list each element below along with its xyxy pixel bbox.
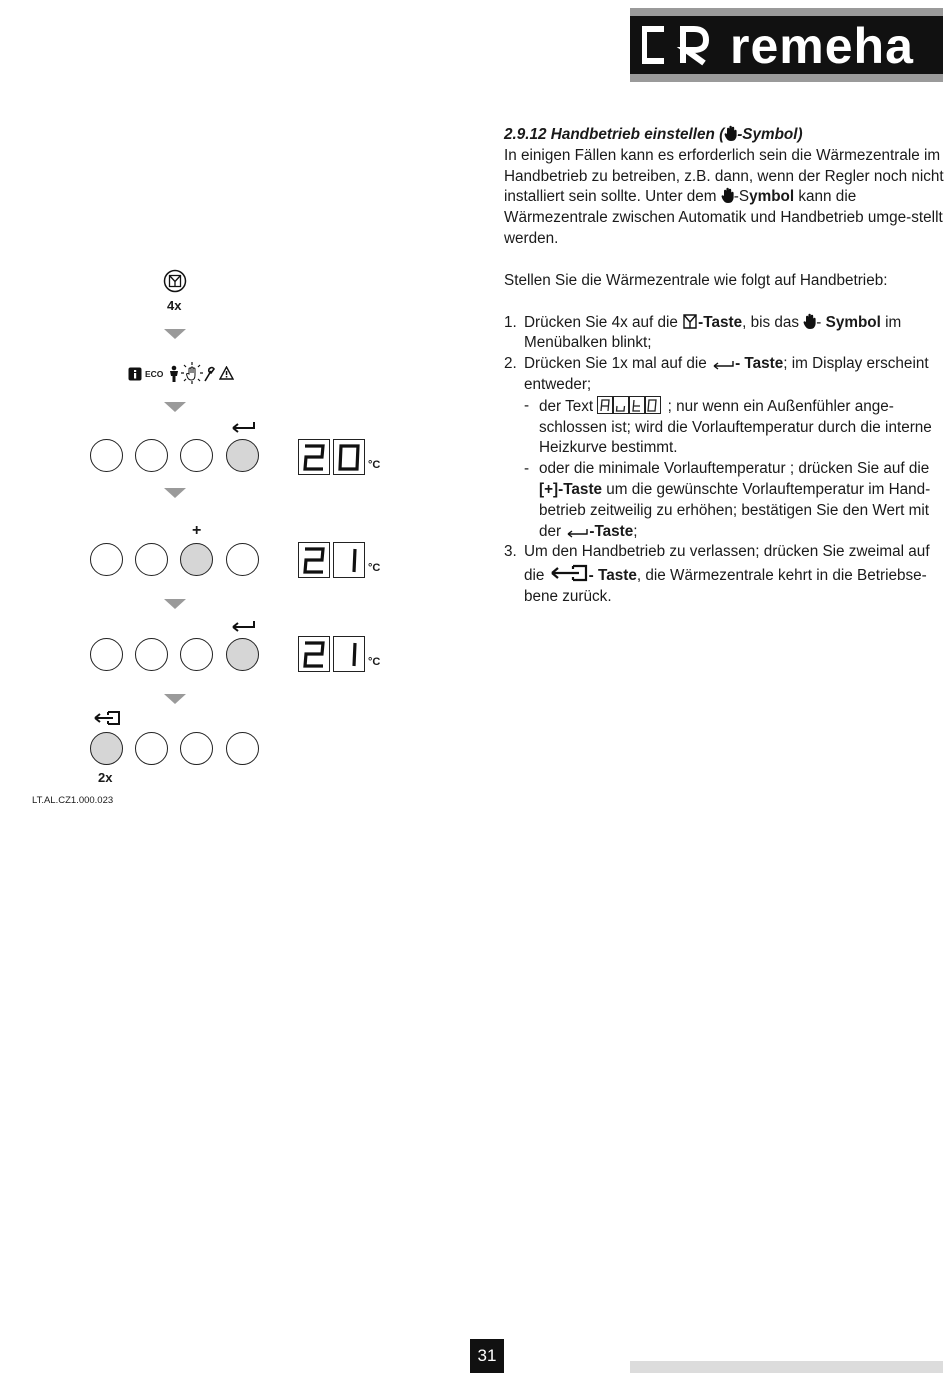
plus-button[interactable] bbox=[180, 543, 213, 576]
enter-key-icon bbox=[229, 619, 257, 633]
display-digit-2 bbox=[333, 439, 365, 475]
control-button-2[interactable] bbox=[135, 732, 168, 765]
control-button-3[interactable] bbox=[180, 439, 213, 472]
auto-display-text-icon bbox=[597, 396, 663, 414]
arrow-down-icon bbox=[164, 402, 186, 412]
menu-key-icon bbox=[682, 313, 698, 330]
menu-key-icon bbox=[163, 269, 187, 293]
display-digit-2 bbox=[333, 542, 365, 578]
control-button-1[interactable] bbox=[90, 543, 123, 576]
remeha-logo-mark-icon bbox=[642, 26, 712, 66]
intro-paragraph: In einigen Fällen kann es erforderlich sein die Wärmezentrale im Handbetrieb zu betreiben, z.B. dann, wenn der Regler noch nicht installiert sein sollte. Unter dem -Symbol kann die Wärmezentrale zwischen Automatik und Handbetrieb umge-stellt werden. bbox=[504, 146, 944, 247]
control-button-1[interactable] bbox=[90, 638, 123, 671]
enter-button[interactable] bbox=[226, 439, 259, 472]
control-button-2[interactable] bbox=[135, 638, 168, 671]
substep-min-temp: - oder die minimale Vorlauftemperatur ; drücken Sie auf die [+]-Taste um die gewünschte Vorlauftemperatur im Hand-betrieb zeitweilig zu erhöhen; bestätigen Sie den Wert mit der -Taste; bbox=[524, 460, 931, 540]
eco-label: ECO bbox=[145, 369, 164, 379]
exit-key-icon bbox=[92, 710, 122, 726]
arrow-down-icon bbox=[164, 488, 186, 498]
logo-bar-top bbox=[630, 8, 943, 16]
enter-button[interactable] bbox=[226, 638, 259, 671]
press-count-2x: 2x bbox=[98, 770, 113, 785]
arrow-down-icon bbox=[164, 329, 186, 339]
control-button-1[interactable] bbox=[90, 439, 123, 472]
step-3: 3. Um den Handbetrieb zu verlassen; drücken Sie zweimal auf die - Taste, die Wärmezentrale kehrt in die Betriebse-bene zurück. bbox=[504, 543, 930, 605]
control-button-4[interactable] bbox=[226, 732, 259, 765]
substep-auto: - der Text ; nur wenn ein Außenfühler ange-schlossen ist; wird die Vorlauftemperatur durch die interne Heizkurve bestimmt. bbox=[524, 396, 932, 457]
step-2: 2. Drücken Sie 1x mal auf die - Taste; im Display erscheint entweder; bbox=[504, 355, 929, 393]
lead-text: Stellen Sie die Wärmezentrale wie folgt auf Handbetrieb: bbox=[504, 271, 888, 289]
arrow-down-icon bbox=[164, 694, 186, 704]
control-button-4[interactable] bbox=[226, 543, 259, 576]
procedure-figure bbox=[0, 0, 500, 820]
enter-key-icon bbox=[711, 359, 735, 371]
section-heading: 2.9.12 Handbetrieb einstellen ( -Symbol) bbox=[504, 126, 803, 143]
display-digit-1 bbox=[298, 636, 330, 672]
press-count-4x: 4x bbox=[167, 298, 182, 313]
unit-celsius: °C bbox=[368, 459, 381, 471]
page-number: 31 bbox=[470, 1339, 504, 1373]
enter-key-icon bbox=[565, 527, 589, 539]
unit-celsius: °C bbox=[368, 562, 381, 574]
brand-name: remeha bbox=[730, 18, 914, 74]
wrench-icon bbox=[203, 366, 215, 382]
enter-key-icon bbox=[229, 420, 257, 434]
hand-blinking-icon bbox=[180, 361, 204, 385]
figure-reference: LT.AL.CZ1.000.023 bbox=[32, 795, 114, 806]
unit-celsius: °C bbox=[368, 656, 381, 668]
hand-icon bbox=[803, 313, 816, 330]
exit-key-icon bbox=[549, 563, 589, 583]
arrow-down-icon bbox=[164, 599, 186, 609]
exit-button[interactable] bbox=[90, 732, 123, 765]
instruction-text bbox=[504, 125, 944, 608]
step-1: 1. Drücken Sie 4x auf die -Taste, bis das - Symbol im Menübalken blinkt; bbox=[504, 313, 902, 352]
control-button-2[interactable] bbox=[135, 439, 168, 472]
control-button-3[interactable] bbox=[180, 638, 213, 671]
display-digit-1 bbox=[298, 439, 330, 475]
person-icon bbox=[167, 365, 181, 383]
footer-bar bbox=[630, 1361, 943, 1373]
logo-bar-bottom bbox=[630, 74, 943, 82]
info-icon bbox=[128, 367, 142, 381]
hand-icon bbox=[724, 125, 737, 142]
warning-icon bbox=[219, 366, 234, 380]
display-digit-1 bbox=[298, 542, 330, 578]
display-digit-2 bbox=[333, 636, 365, 672]
plus-label: + bbox=[192, 522, 202, 539]
control-button-3[interactable] bbox=[180, 732, 213, 765]
control-button-2[interactable] bbox=[135, 543, 168, 576]
hand-icon bbox=[721, 187, 734, 204]
